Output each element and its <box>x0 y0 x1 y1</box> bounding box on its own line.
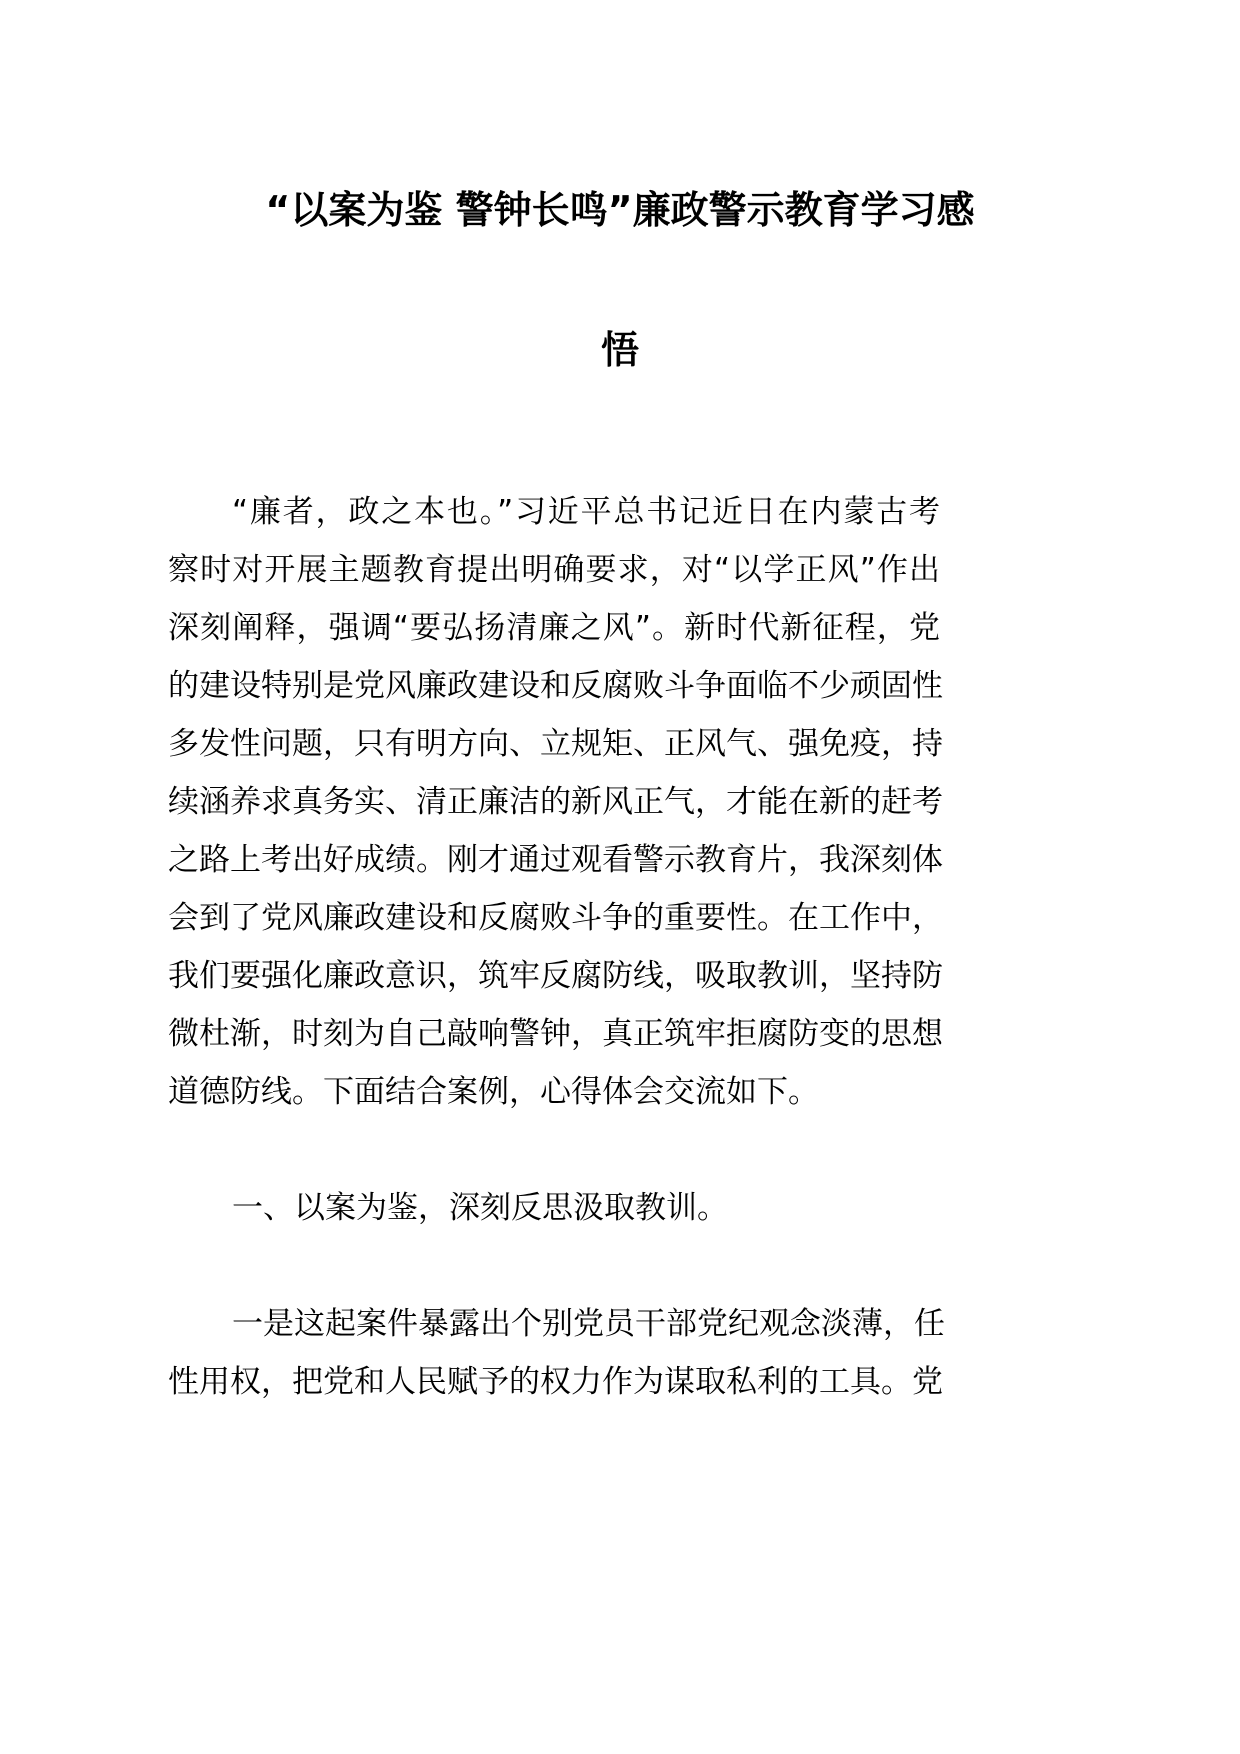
section-heading <box>168 1179 940 1237</box>
paragraph-point-1 <box>168 1295 945 1411</box>
text-line: 多发性问题，只有明方向、立规矩、正风气、强免疫，持 <box>168 726 943 762</box>
text-line: 道德防线。下面结合案例，心得体会交流如下。 <box>168 1074 819 1110</box>
document-body <box>168 483 945 1411</box>
text-line: 之路上考出好成绩。刚才通过观看警示教育片，我深刻体 <box>168 842 943 878</box>
document-title <box>150 140 1090 420</box>
text-line: 深刻阐释，强调“要弘扬清廉之风”。新时代新征程，党 <box>168 610 940 646</box>
heading-line: 一、以案为鉴，深刻反思汲取教训。 <box>232 1190 728 1226</box>
text-line: 一是这起案件暴露出个别党员干部党纪观念淡薄，任 <box>232 1306 945 1342</box>
spacer <box>168 1237 940 1295</box>
spacer <box>168 1121 940 1179</box>
text-line: 的建设特别是党风廉政建设和反腐败斗争面临不少顽固性 <box>168 668 943 704</box>
title-line-2: 悟 <box>600 328 639 372</box>
text-line: 我们要强化廉政意识，筑牢反腐防线，吸取教训，坚持防 <box>168 958 943 994</box>
text-line: “廉者，政之本也。”习近平总书记近日在内蒙古考 <box>232 494 940 530</box>
text-line: 察时对开展主题教育提出明确要求，对“以学正风”作出 <box>168 552 940 588</box>
paragraph-intro <box>168 483 943 1121</box>
text-line: 会到了党风廉政建设和反腐败斗争的重要性。在工作中， <box>168 900 943 936</box>
text-line: 微杜渐，时刻为自己敲响警钟，真正筑牢拒腐防变的思想 <box>168 1016 943 1052</box>
text-line: 性用权，把党和人民赋予的权力作为谋取私利的工具。党 <box>168 1364 943 1400</box>
text-line: 续涵养求真务实、清正廉洁的新风正气，才能在新的赶考 <box>168 784 943 820</box>
title-line-1: “以案为鉴 警钟长鸣”廉政警示教育学习感 <box>265 188 975 232</box>
